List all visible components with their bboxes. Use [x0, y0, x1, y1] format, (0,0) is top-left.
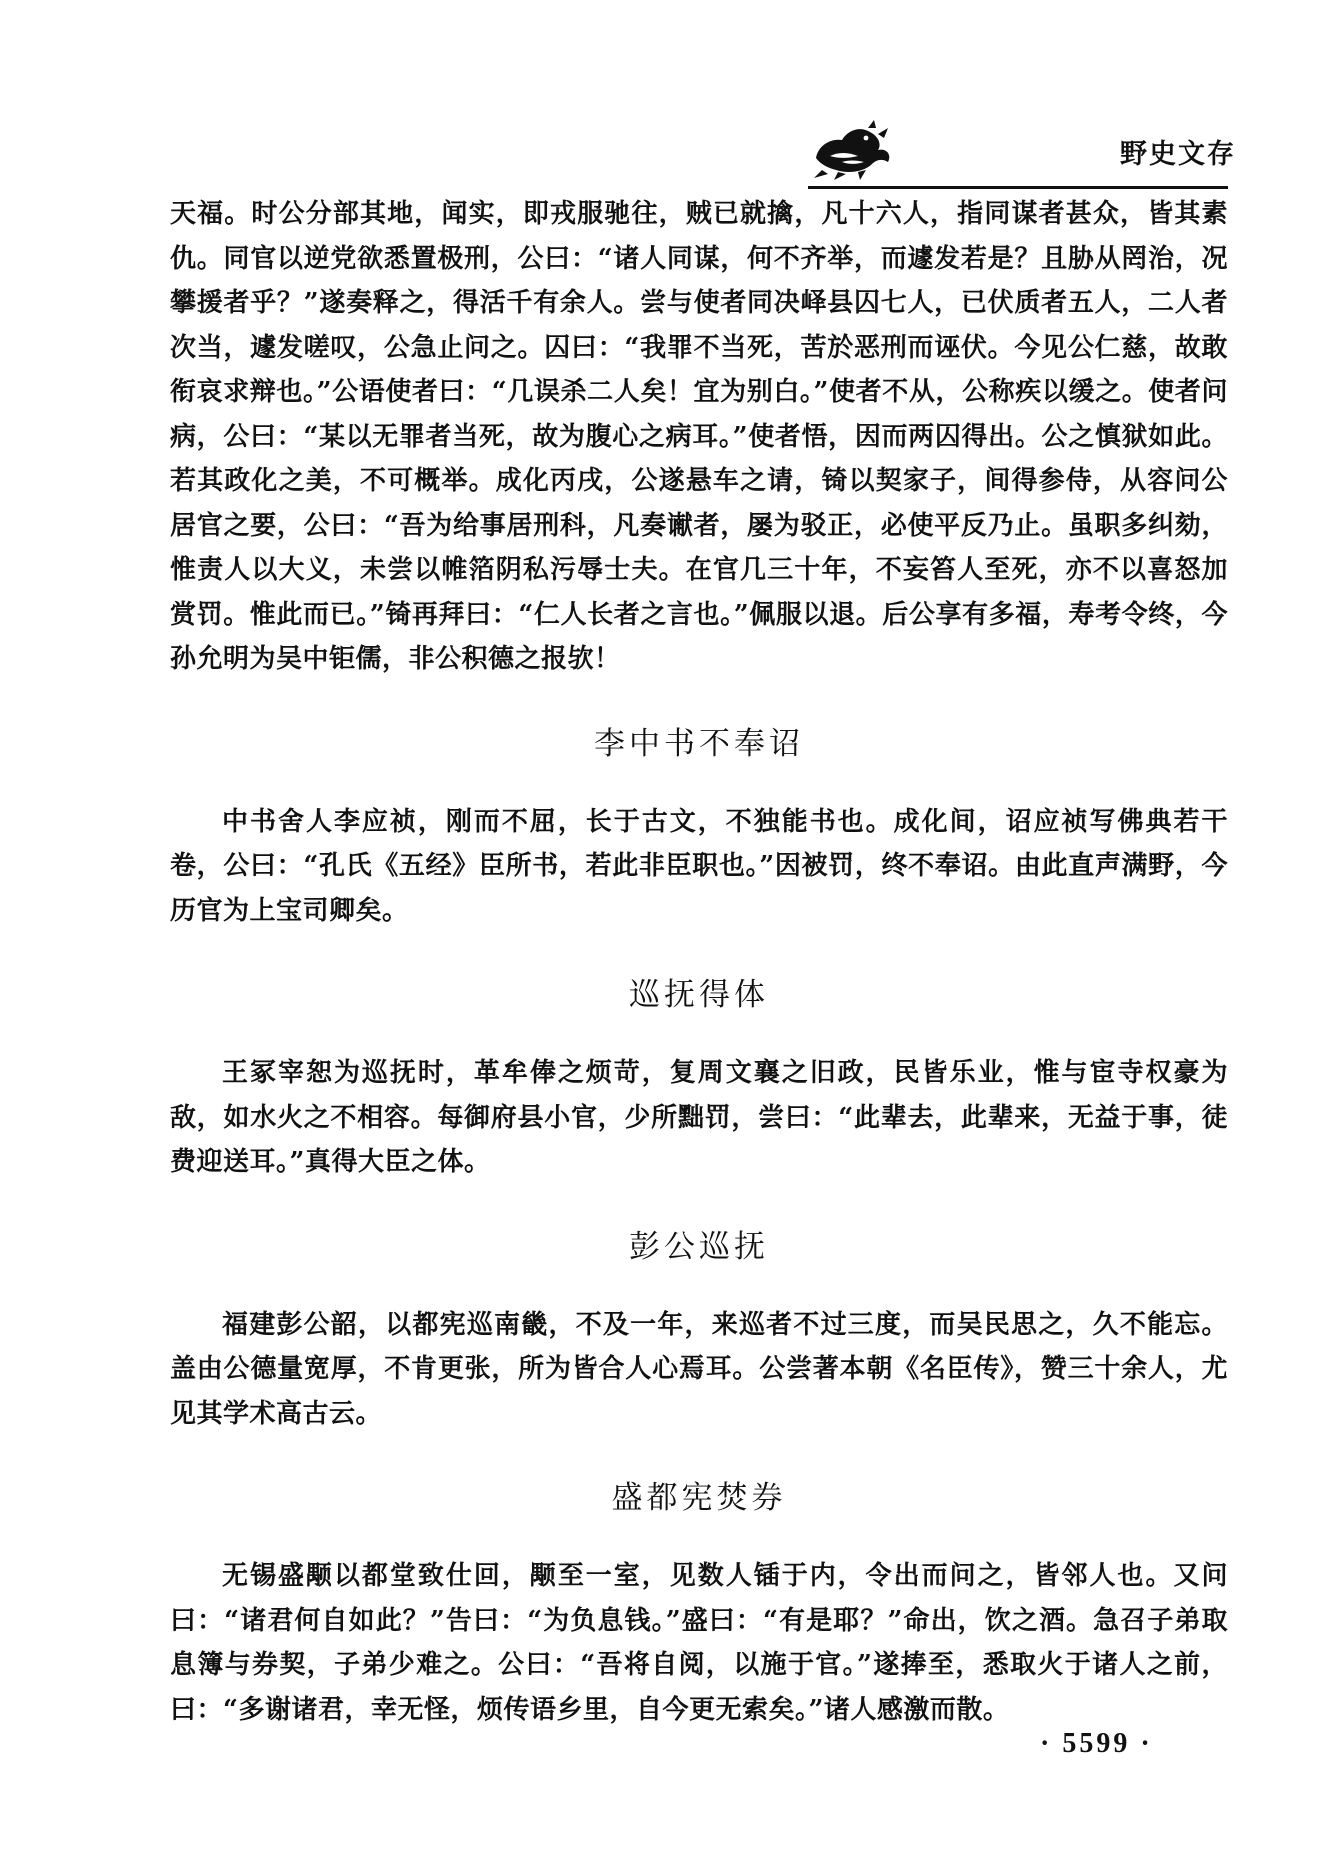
section-body: 福建彭公韶，以都宪巡南畿，不及一年，来巡者不过三度，而吴民思之，久不能忘。盖由公德量宽厚，不肯更张，所为皆合人心焉耳。公尝著本朝《名臣传》，赞三十余人，尤见其学术高古云。 — [170, 1309, 1228, 1429]
page-number: · 5599 · — [1040, 1728, 1153, 1759]
section-body: 王冢宰恕为巡抚时，革牟俸之烦苛，复周文襄之旧政，民皆乐业，惟与宦寺权豪为敌，如水火之不相容。每御府县小官，少所黜罚，尝曰：“此辈去，此辈来，无益于事，徒费迎送耳。”真得大臣之体。 — [170, 1058, 1228, 1177]
header-rule — [808, 186, 1228, 189]
section-title: 彭公巡抚 — [629, 1228, 769, 1265]
section-title: 李中书不奉诏 — [594, 725, 804, 762]
section-title: 巡抚得体 — [629, 977, 769, 1013]
dragon-emblem-icon — [808, 118, 894, 180]
book-title: 野史文存 — [1120, 139, 1236, 170]
paragraph-continued: 天福。时公分部其地，闻实，即戎服驰往，贼已就擒，凡十六人，指同谋者甚众，皆其素仇。同官以逆党欲悉置极刑，公曰：“诸人同谋，何不齐举，而遽发若是？且胁从罔治，况攀援者乎？”遂奏释之，得活千有余人。尝与使者同决峄县囚七人，已伏质者五人，二人者次当，遽发嗟叹，公急止问之。囚曰：“我罪不当死，苦於恶刑而诬伏。今见公仁慈，故敢衔哀求辩也。”公语使者曰：“几误杀二人矣！宜为别白。”使者不从，公称疾以缓之。使者问病，公曰：“某以无罪者当死，故为腹心之病耳。”使者悟，因而两囚得出。公之慎狱如此。若其政化之美，不可概举。成化丙戌，公遂悬车之请，锜以契家子，间得参侍，从容问公居官之要，公曰：“吾为给事居刑科，凡奏谳者，屡为驳正，必使平反乃止。虽职多纠劾，惟责人以大义，未尝以帷箔阴私污辱士夫。在官几三十年，不妄笞人至死，亦不以喜怒加赏罚。惟此而已。”锜再拜曰：“仁人长者之言也。”佩服以退。后公享有多福，寿考令终，今孙允明为吴中钜儒，非公积德之报欤！ — [170, 199, 1228, 674]
section-body: 中书舍人李应祯，刚而不屈，长于古文，不独能书也。成化间，诏应祯写佛典若干卷，公曰：“孔氏《五经》臣所书，若此非臣职也。”因被罚，终不奉诏。由此直声满野，今历官为上宝司卿矣。 — [170, 806, 1228, 926]
running-header — [0, 0, 1322, 200]
section-body: 无锡盛颙以都堂致仕回，颙至一室，见数人锸于内，令出而问之，皆邻人也。又问曰：“诸君何自如此？”告曰：“为负息钱。”盛曰：“有是耶？”命出，饮之酒。急召子弟取息簿与券契，子弟少难之。公曰：“吾将自阅，以施于官。”遂捧至，悉取火于诸人之前，曰：“多谢诸君，幸无怪，烦传语乡里，自今更无索矣。”诸人感激而散。 — [170, 1561, 1228, 1725]
main-text — [170, 192, 1228, 1732]
section-title: 盛都宪焚券 — [611, 1480, 787, 1516]
